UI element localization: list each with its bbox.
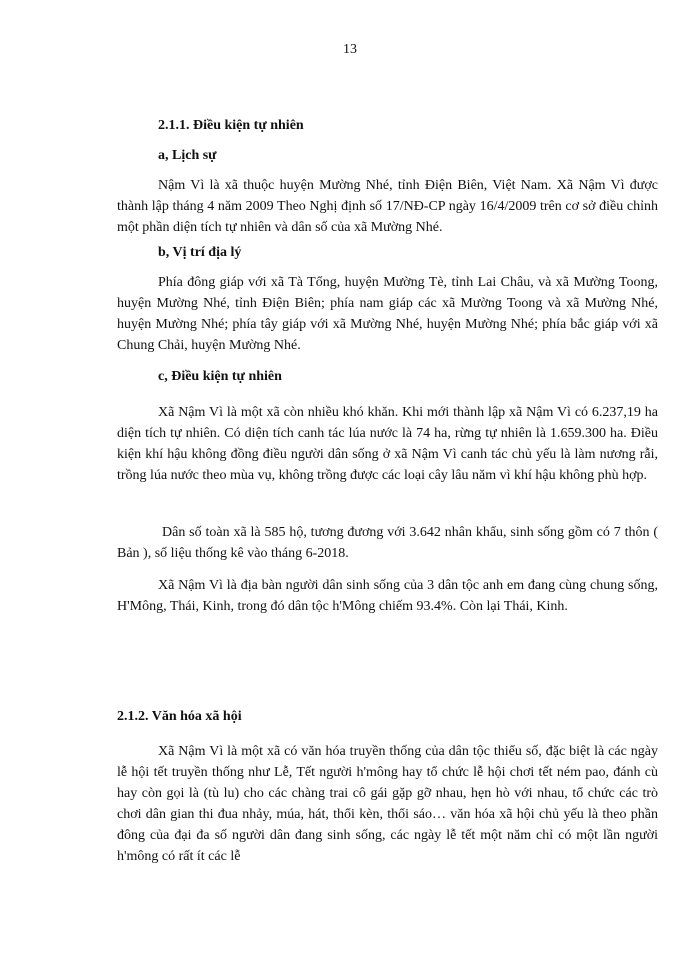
section-heading-2-1-1: 2.1.1. Điều kiện tự nhiên <box>158 118 304 133</box>
paragraph-natural-conditions <box>117 402 658 486</box>
paragraph-population-text: Dân số toàn xã là 585 hộ, tương đương với 3.642 nhân khẩu, sinh sống gồm có 7 thôn ( Bản ), số liệu thống kê vào tháng 6-2018. <box>117 525 658 561</box>
paragraph-history-text: Nậm Vì là xã thuộc huyện Mường Nhé, tỉnh Điện Biên, Việt Nam. Xã Nậm Vì được thành lập tháng 4 năm 2009 Theo Nghị định số 17/NĐ-CP ngày 16/4/2009 trên cơ sở điều chỉnh một phần diện tích tự nhiên và dân số của xã Mường Nhé. <box>117 178 658 235</box>
paragraph-culture <box>117 741 658 867</box>
paragraph-population <box>117 522 658 564</box>
page-number: 13 <box>343 42 357 57</box>
paragraph-ethnic-groups <box>117 575 658 617</box>
section-heading-2-1-2: 2.1.2. Văn hóa xã hội <box>117 709 242 724</box>
paragraph-culture-text: Xã Nậm Vì là một xã có văn hóa truyền thống của dân tộc thiểu số, đặc biệt là các ngày lễ hội tết truyền thống như Lễ, Tết người h'mông hay tổ chức lễ hội chơi tết ném pao, đánh cù hay còn gọi là (tù lu) cho các chàng trai cô gái gặp gỡ nhau, hẹn hò với nhau, tổ chức các trò chơi dân gian thi đua nhảy, múa, hát, thổi kèn, thổi sáo… văn hóa xã hội chủ yếu là theo phần đông của đại đa số người dân đang sinh sống, các ngày lễ tết một năm chỉ có một lần người h'mông có rất ít các lễ <box>117 744 658 864</box>
subheading-location: b, Vị trí địa lý <box>158 245 242 260</box>
paragraph-ethnic-groups-text: Xã Nậm Vì là địa bàn người dân sinh sống của 3 dân tộc anh em đang cùng chung sống, H'Mông, Thái, Kinh, trong đó dân tộc h'Mông chiếm 93.4%. Còn lại Thái, Kinh. <box>117 578 658 614</box>
paragraph-history <box>117 175 658 238</box>
paragraph-location <box>117 272 658 356</box>
paragraph-location-text: Phía đông giáp với xã Tà Tổng, huyện Mường Tè, tỉnh Lai Châu, và xã Mường Toong, huyện Mường Nhé, tỉnh Điện Biên; phía nam giáp các xã Mường Toong và xã Mường Nhé, huyện Mường Nhé; phía tây giáp với xã Mường Nhé, huyện Mường Nhé; phía bắc giáp với xã Chung Chải, huyện Mường Nhé. <box>117 275 658 353</box>
paragraph-natural-conditions-text: Xã Nậm Vì là một xã còn nhiều khó khăn. Khi mới thành lập xã Nậm Vì có 6.237,19 ha diện tích tự nhiên. Có diện tích canh tác lúa nước là 74 ha, rừng tự nhiên là 1.659.300 ha. Điều kiện khí hậu không đồng điều người dân sống ở xã Nậm Vì canh tác chủ yếu là làm nương rẫi, trồng lúa nước theo mùa vụ, không trồng được các loại cây lâu năm vì khí hậu không phù hợp. <box>117 405 658 483</box>
subheading-history: a, Lịch sự <box>158 148 217 163</box>
subheading-natural-conditions: c, Điều kiện tự nhiên <box>158 369 282 384</box>
